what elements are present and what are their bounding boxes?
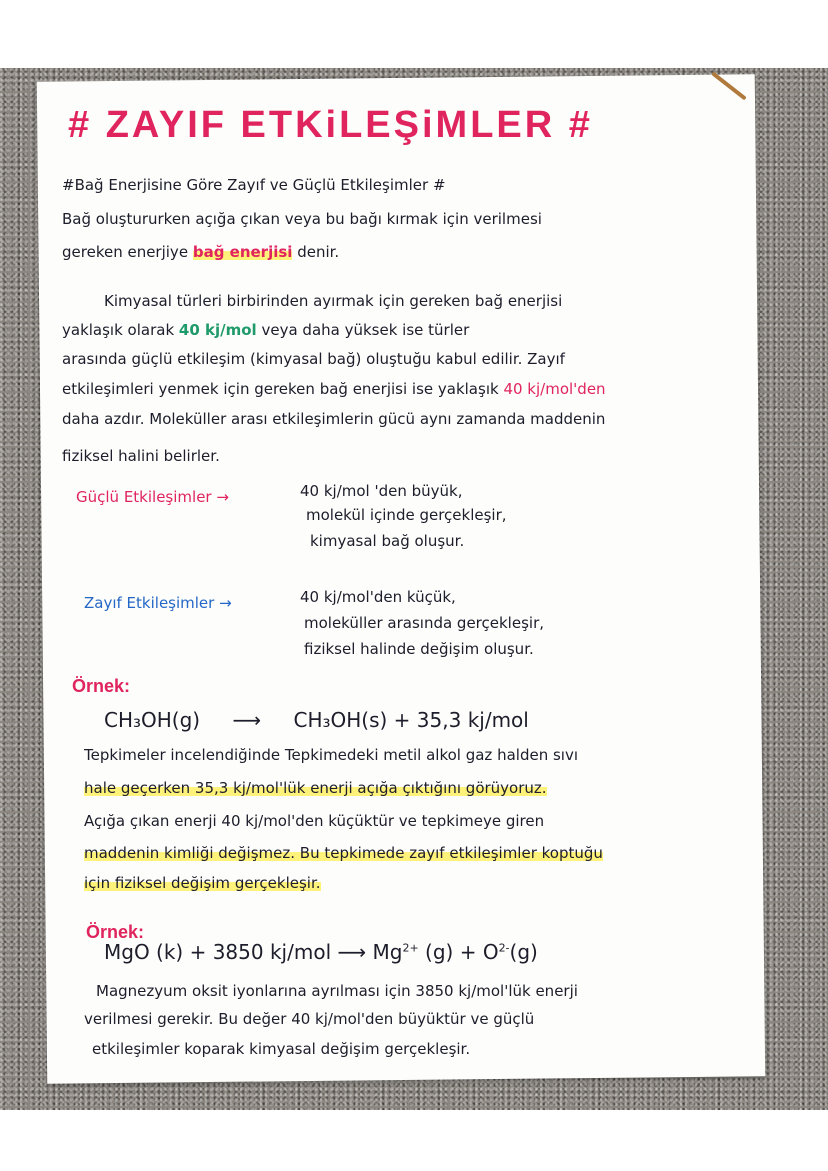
weak-line-3: fiziksel halinde değişim oluşur. [304, 640, 534, 658]
weak-label: Zayıf Etkileşimler → [84, 594, 232, 612]
paragraph-line-2 [62, 321, 762, 339]
example1-line-5 [84, 874, 784, 892]
paragraph-line-4 [62, 380, 762, 398]
value-40kj-den: 40 kj/mol'den [503, 380, 606, 398]
paragraph-line-5: daha azdır. Moleküller arası etkileşimlerin gücü aynı zamanda maddenin [62, 410, 606, 428]
arrow-icon: ⟶ [337, 940, 367, 964]
example1-line-1: Tepkimeler incelendiğinde Tepkimedeki metil alkol gaz halden sıvı [84, 746, 578, 764]
example2-line-3: etkileşimler koparak kimyasal değişim gerçekleşir. [92, 1040, 471, 1058]
bag-enerjisi-term: bağ enerjisi [192, 243, 293, 261]
eq2-mid: (g) + O [425, 940, 499, 964]
strong-label: Güçlü Etkileşimler → [76, 488, 229, 506]
value-40kj: 40 kj/mol [178, 321, 257, 339]
paragraph-line-3: arasında güçlü etkileşim (kimyasal bağ) oluştuğu kabul edilir. Zayıf [62, 350, 565, 368]
weak-line-1: 40 kj/mol'den küçük, [300, 588, 456, 606]
eq2-left: MgO (k) + 3850 kj/mol [104, 940, 332, 964]
example2-equation [104, 940, 538, 964]
eq2-end: (g) [509, 940, 538, 964]
eq1-left: CH₃OH(g) [104, 708, 201, 732]
mg-charge: 2+ [402, 941, 419, 955]
arrow-icon: ⟶ [232, 708, 262, 732]
intro-line-1: Bağ oluştururken açığa çıkan veya bu bağı kırmak için verilmesi [62, 210, 542, 228]
paragraph-line-1: Kimyasal türleri birbirinden ayırmak için gereken bağ enerjisi [104, 292, 563, 310]
highlighted-text: hale geçerken 35,3 kj/mol'lük enerji açığa çıktığını görüyoruz. [84, 779, 547, 797]
intro-end: denir. [297, 243, 340, 261]
eq1-right: CH₃OH(s) + 35,3 kj/mol [293, 708, 529, 732]
eq2-mg: Mg [372, 940, 403, 964]
strong-line-3: kimyasal bağ oluşur. [310, 532, 465, 550]
example1-line-2 [84, 779, 784, 797]
page-title: # ZAYIF ETKiLEŞiMLER # [68, 104, 593, 146]
paragraph-text: veya daha yüksek ise türler [261, 321, 470, 339]
example1-heading: Örnek: [72, 676, 131, 696]
intro-line-2 [62, 243, 762, 261]
example1-line-3: Açığa çıkan enerji 40 kj/mol'den küçüktür ve tepkimeye giren [84, 812, 545, 830]
paragraph-line-6: fiziksel halini belirler. [62, 447, 220, 465]
example2-heading: Örnek: [86, 922, 145, 942]
highlighted-text: maddenin kimliği değişmez. Bu tepkimede zayıf etkileşimler koptuğu [84, 844, 603, 862]
weak-line-2: moleküller arasında gerçekleşir, [304, 614, 544, 632]
intro-text: gereken enerjiye [62, 243, 189, 261]
paragraph-text: etkileşimleri yenmek için gereken bağ enerjisi ise yaklaşık [62, 380, 499, 398]
o-charge: 2- [498, 941, 510, 955]
strong-line-1: 40 kj/mol 'den büyük, [300, 482, 463, 500]
example2-line-2: verilmesi gerekir. Bu değer 40 kj/mol'den büyüktür ve güçlü [84, 1010, 535, 1028]
section-subtitle: #Bağ Enerjisine Göre Zayıf ve Güçlü Etkileşimler # [62, 176, 446, 194]
highlighted-text: için fiziksel değişim gerçekleşir. [84, 874, 321, 892]
paragraph-text: yaklaşık olarak [62, 321, 175, 339]
example1-line-4 [84, 844, 784, 862]
strong-line-2: molekül içinde gerçekleşir, [306, 506, 507, 524]
example1-equation [104, 708, 529, 732]
example2-line-1: Magnezyum oksit iyonlarına ayrılması için 3850 kj/mol'lük enerji [96, 982, 578, 1000]
